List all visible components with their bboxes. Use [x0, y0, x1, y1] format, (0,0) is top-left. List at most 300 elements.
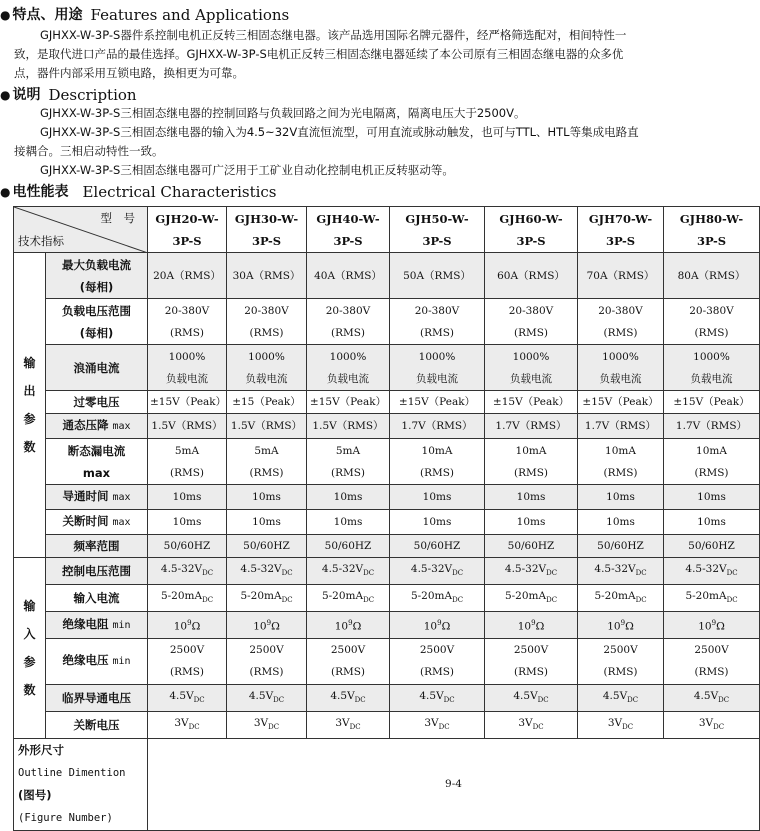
value-cell [148, 684, 227, 711]
value-cell [664, 612, 760, 639]
description-title-en: Description [48, 86, 137, 104]
value-cell-text: 10 [517, 620, 532, 633]
table-row [14, 711, 760, 738]
value-cell [148, 299, 227, 345]
value-cell-text: ±15V（Peak） [673, 396, 750, 408]
row-label: 控制电压范围 [62, 564, 131, 579]
value-cell-text: 70A（RMS） [586, 269, 655, 282]
value-cell-text: 5-20mA [410, 590, 453, 603]
value-cell [485, 299, 578, 345]
value-cell-text: ±15（Peak） [232, 396, 301, 408]
value-cell-text-line2: (RMS) [603, 666, 638, 679]
value-cell [485, 558, 578, 585]
value-cell [307, 510, 390, 535]
value-subscript: DC [726, 569, 738, 578]
value-cell-text: 5mA [335, 444, 361, 457]
value-cell-text: 1000% [168, 350, 206, 363]
value-cell-text: 4.5-32V [160, 563, 203, 575]
value-cell-text: 4.5-32V [410, 563, 453, 575]
value-cell [390, 612, 485, 639]
row-label-suffix: max [112, 517, 131, 528]
table-row [14, 414, 760, 439]
value-cell-text: 5-20mA [160, 590, 203, 603]
value-subscript: DC [363, 569, 375, 578]
value-cell-text: 4.5V [602, 689, 628, 702]
value-cell [227, 510, 307, 535]
features-line-3: 点，器件内部采用互锁电路，换相更为可靠。 [14, 66, 244, 80]
value-subscript: DC [438, 722, 450, 731]
model-header-cell [578, 207, 664, 253]
value-cell-text: 10 [173, 620, 188, 633]
value-cell-text: 3V [174, 716, 189, 729]
value-cell-text: 10 [423, 620, 438, 633]
value-subscript: DC [452, 596, 464, 605]
value-cell-text: 5-20mA [321, 590, 364, 603]
model-name-line2: 3P-S [696, 233, 727, 248]
value-cell [390, 684, 485, 711]
value-cell-text-line2: 负载电流 [510, 372, 552, 385]
model-name-line1: GJH60-W- [499, 211, 563, 226]
electrical-section [0, 183, 760, 201]
value-cell-text-line2: (RMS) [169, 466, 205, 479]
value-cell [390, 510, 485, 535]
value-cell-text: 4.5V [419, 689, 444, 702]
value-subscript: DC [532, 722, 544, 731]
value-cell-text: 2500V [249, 644, 284, 657]
model-name-line1: GJH30-W- [234, 211, 299, 226]
table-row [14, 485, 760, 510]
value-cell [390, 585, 485, 612]
value-cell-text: 1000% [248, 350, 285, 363]
value-cell [307, 299, 390, 345]
value-cell [307, 439, 390, 485]
description-heading [0, 86, 760, 104]
features-line-1: GJHXX-W-3P-S器件系控制电机正反转三相固态继电器。该产品选用国际名牌元器件，经严格筛选配对，相间特性一 [40, 28, 627, 42]
value-superscript: 9 [620, 619, 626, 628]
model-name-line2: 3P-S [516, 233, 546, 248]
value-cell-text: 2500V [603, 644, 638, 657]
value-cell-text: 1000% [602, 350, 639, 363]
bullet-icon: ● [0, 185, 11, 199]
value-subscript: DC [202, 569, 214, 578]
electrical-characteristics-table [13, 206, 760, 831]
value-cell-text: 4.5V [693, 689, 719, 702]
row-label: 频率范围 [73, 539, 120, 553]
figure-label-cn: (图号) [18, 788, 52, 803]
features-line-2: 致，是取代进口产品的最佳选择。GJHXX-W-3P-S电机正反转三相固态继电器延续了本公司原有三相固态继电器的众多优 [14, 47, 624, 61]
value-cell-text: 50/60HZ [243, 540, 290, 552]
row-label-cell [46, 558, 148, 585]
electrical-title-cn: 电性能表 [12, 184, 69, 200]
value-cell-text: 20-380V [325, 304, 371, 317]
value-cell [227, 638, 307, 684]
row-label: 最大负载电流 [62, 257, 131, 272]
value-cell-text: 4.5-32V [594, 563, 636, 575]
value-cell-text: 10mA [515, 444, 547, 457]
value-cell [390, 299, 485, 345]
value-cell-text: 10ms [697, 516, 726, 528]
value-cell-text: 3V [698, 716, 714, 729]
table-row [14, 299, 760, 345]
output-params-group-char: 输 [23, 356, 36, 370]
description-line-4: GJHXX-W-3P-S三相固态继电器可广泛用于工矿业自动化控制电机正反转驱动等。 [40, 163, 454, 177]
model-name-line1: GJH50-W- [405, 211, 469, 226]
value-cell [390, 558, 485, 585]
row-label: 输入电流 [73, 591, 120, 606]
row-label: 绝缘电阻 [62, 616, 109, 631]
value-cell [307, 535, 390, 558]
features-title-en: Features and Applications [90, 6, 290, 24]
value-cell [485, 711, 578, 738]
value-cell [664, 510, 760, 535]
value-cell-text: 4.5V [248, 689, 274, 702]
value-cell [664, 299, 760, 345]
value-cell [148, 439, 227, 485]
value-cell-text: 10ms [333, 491, 363, 503]
value-cell-text: 5-20mA [240, 590, 282, 603]
value-cell-text-line2: 负载电流 [166, 372, 208, 385]
row-label: 关断电压 [73, 717, 120, 732]
model-header-cell [664, 207, 760, 253]
value-cell [148, 345, 227, 391]
value-cell-text: 10ms [333, 516, 363, 528]
value-cell [148, 391, 227, 414]
value-subscript: DC [273, 695, 285, 704]
value-subscript: DC [622, 722, 634, 731]
value-cell [307, 612, 390, 639]
value-cell [485, 585, 578, 612]
value-cell-text-line2: 负载电流 [416, 372, 458, 385]
value-cell [485, 638, 578, 684]
value-cell-text: 4.5V [169, 689, 194, 702]
value-cell [485, 510, 578, 535]
value-cell [578, 414, 664, 439]
row-label-cell [46, 299, 148, 345]
value-subscript: DC [363, 596, 375, 605]
value-cell-text: 10ms [606, 516, 635, 528]
row-label-line2: (每相) [79, 325, 114, 340]
row-label-suffix: min [112, 656, 131, 668]
value-cell-text: 10 [253, 620, 267, 633]
value-cell-text: 4.5V [513, 689, 538, 702]
value-cell [664, 638, 760, 684]
value-cell-text: 1000% [693, 350, 730, 363]
value-cell [578, 684, 664, 711]
model-header-cell [148, 207, 227, 253]
value-cell [390, 638, 485, 684]
input-params-group-char: 参 [23, 654, 36, 669]
description-line-1: GJHXX-W-3P-S三相固态继电器的控制回路与负载回路之间为光电隔离，隔离电压大于2500V。 [40, 106, 526, 120]
value-cell [664, 585, 760, 612]
value-cell-text: 3V [424, 716, 439, 729]
value-cell-text: 3V [518, 716, 533, 729]
description-line-3: 接耦合。三相启动特性一致。 [14, 144, 164, 158]
value-cell [578, 558, 664, 585]
value-cell [227, 345, 307, 391]
value-cell-unit: Ω [271, 620, 280, 633]
row-label-cell [46, 711, 148, 738]
value-cell [578, 485, 664, 510]
bullet-icon: ● [0, 88, 11, 102]
value-cell-text: 4.5V [330, 689, 355, 702]
features-title-cn: 特点、用途 [12, 7, 83, 23]
row-label-cell [46, 684, 148, 711]
value-subscript: DC [546, 596, 558, 605]
table-row [14, 612, 760, 639]
row-label: 浪涌电流 [73, 360, 120, 375]
value-cell-text: 3V [253, 716, 269, 729]
table-row [14, 253, 760, 299]
input-params-group [14, 558, 46, 739]
row-label-cell [46, 439, 148, 485]
value-cell-text: 60A（RMS） [497, 269, 565, 282]
value-cell [578, 391, 664, 414]
value-cell [307, 585, 390, 612]
value-cell-text: 1.5V（RMS） [151, 420, 223, 432]
value-cell-text-line2: (RMS) [513, 326, 549, 339]
value-cell [227, 585, 307, 612]
outline-value-cell [148, 738, 760, 830]
electrical-heading [0, 183, 760, 201]
model-name-line1: GJH40-W- [316, 211, 380, 226]
output-params-group-char: 出 [23, 384, 36, 398]
value-cell-text-line2: (RMS) [169, 666, 205, 679]
value-cell-text: 1.7V（RMS） [584, 420, 657, 432]
table-row [14, 439, 760, 485]
value-superscript: 9 [531, 619, 536, 628]
value-cell [485, 535, 578, 558]
row-label: 关断时间 [62, 514, 109, 528]
value-cell-text: 20-380V [244, 304, 289, 317]
table-row [14, 684, 760, 711]
row-label-cell [46, 510, 148, 535]
features-heading [0, 6, 760, 24]
row-label-suffix: min [112, 619, 131, 631]
value-cell-text-line2: 负载电流 [245, 372, 288, 385]
value-cell-text: 5-20mA [685, 590, 727, 603]
value-cell [227, 711, 307, 738]
value-cell [148, 585, 227, 612]
value-cell [664, 345, 760, 391]
value-cell-text-line2: 负载电流 [690, 372, 733, 385]
value-cell [485, 345, 578, 391]
value-subscript: DC [443, 695, 455, 704]
bullet-icon: ● [0, 8, 11, 22]
value-cell-text: ±15V（Peak） [150, 396, 227, 408]
value-cell [307, 345, 390, 391]
value-cell [485, 612, 578, 639]
value-superscript: 9 [348, 619, 353, 628]
value-subscript: DC [537, 695, 549, 704]
table-header-row [14, 207, 760, 253]
value-cell-text: 5-20mA [594, 590, 636, 603]
model-name-line2: 3P-S [251, 233, 282, 248]
value-cell-text: 1000% [418, 350, 456, 363]
model-name-line1: GJH20-W- [155, 211, 219, 226]
value-subscript: DC [546, 569, 558, 578]
row-label-cell [46, 638, 148, 684]
outline-label-cn: 外形尺寸 [18, 743, 64, 758]
value-cell [664, 711, 760, 738]
value-cell [390, 414, 485, 439]
value-cell [227, 253, 307, 299]
value-cell-text: 20-380V [164, 304, 210, 317]
value-cell-text: 5mA [174, 444, 200, 457]
value-cell [578, 299, 664, 345]
value-cell-text: 20-380V [414, 304, 460, 317]
value-cell [664, 558, 760, 585]
value-cell [148, 535, 227, 558]
value-cell-text: 50A（RMS） [403, 269, 471, 282]
input-params-group-char: 入 [23, 626, 36, 641]
value-cell-text: 50/60HZ [688, 540, 735, 552]
input-params-group-char: 数 [23, 682, 36, 697]
value-cell [390, 485, 485, 510]
value-cell-text: 20A（RMS） [153, 269, 221, 282]
row-label: 导通时间 [62, 489, 109, 503]
value-cell-text: 10ms [422, 516, 452, 528]
value-cell [227, 535, 307, 558]
value-cell-text: 30A（RMS） [232, 269, 301, 282]
value-cell-text: 50/60HZ [597, 540, 644, 552]
value-cell-text: 1.5V（RMS） [312, 420, 384, 432]
value-subscript: DC [452, 569, 464, 578]
value-cell [148, 253, 227, 299]
model-header-cell [307, 207, 390, 253]
value-cell [307, 558, 390, 585]
input-params-group-char: 输 [23, 598, 36, 613]
description-title-cn: 说明 [12, 87, 41, 103]
value-cell-text-line2: (RMS) [249, 466, 284, 479]
corner-label-model: 型 号 [100, 211, 135, 225]
value-subscript: DC [635, 569, 647, 578]
value-cell [578, 612, 664, 639]
value-cell-text-line2: (RMS) [694, 666, 729, 679]
value-subscript: DC [281, 596, 293, 605]
value-cell-text: 10ms [172, 516, 202, 528]
value-cell-text: 3V [335, 716, 350, 729]
value-cell-text: 1000% [329, 350, 367, 363]
row-label-cell [46, 253, 148, 299]
row-label-cell [46, 585, 148, 612]
value-cell-text: ±15V（Peak） [398, 396, 476, 408]
value-cell [485, 439, 578, 485]
value-cell [227, 391, 307, 414]
value-cell [390, 711, 485, 738]
value-cell-text: 3V [607, 716, 623, 729]
value-subscript: DC [268, 722, 280, 731]
outline-label-cell [14, 738, 148, 830]
value-cell [578, 253, 664, 299]
row-label-cell [46, 485, 148, 510]
row-label: 通态压降 [62, 418, 109, 432]
value-cell-text-line2: 负载电流 [327, 372, 369, 385]
value-cell-text: 10ms [697, 491, 726, 503]
value-cell-text: 10ms [172, 491, 202, 503]
value-cell-text-line2: (RMS) [513, 666, 549, 679]
value-subscript: DC [349, 722, 361, 731]
model-name-line2: 3P-S [333, 233, 363, 248]
value-cell [664, 684, 760, 711]
value-cell-text: ±15V（Peak） [492, 396, 570, 408]
value-cell [148, 558, 227, 585]
value-cell-text: 40A（RMS） [314, 269, 382, 282]
model-header-cell [227, 207, 307, 253]
row-label: 绝缘电压 [62, 653, 109, 668]
value-cell-text: 10ms [252, 491, 281, 503]
value-cell [148, 612, 227, 639]
value-subscript: DC [718, 695, 730, 704]
value-cell [485, 253, 578, 299]
value-cell-text: 1000% [512, 350, 550, 363]
output-params-group-char: 参 [23, 412, 36, 426]
value-cell-text-line2: (RMS) [419, 466, 455, 479]
row-label-cell [46, 414, 148, 439]
value-cell [227, 612, 307, 639]
value-cell [578, 510, 664, 535]
value-cell [307, 391, 390, 414]
value-cell-text: 2500V [330, 644, 366, 657]
figure-label-en: (Figure Number) [18, 812, 113, 825]
row-label-line2: max [82, 465, 111, 480]
value-cell [390, 391, 485, 414]
value-subscript: DC [281, 569, 293, 578]
table-row [14, 510, 760, 535]
value-superscript: 9 [266, 619, 272, 628]
value-cell [664, 535, 760, 558]
value-cell-text: 20-380V [689, 304, 734, 317]
value-subscript: DC [627, 695, 639, 704]
output-params-group [14, 253, 46, 558]
value-subscript: DC [202, 596, 214, 605]
outline-figure-number: 9-4 [445, 778, 462, 791]
corner-label-spec: 技术指标 [18, 234, 64, 248]
value-cell-text-line2: (RMS) [419, 326, 455, 339]
value-cell-text-line2: (RMS) [603, 326, 638, 339]
value-cell-text: 4.5-32V [321, 563, 364, 575]
model-header-cell [485, 207, 578, 253]
table-row [14, 558, 760, 585]
value-cell-text: 1.5V（RMS） [230, 420, 303, 432]
row-label: 临界导通电压 [62, 690, 131, 705]
row-label: 断态漏电流 [67, 443, 126, 458]
value-cell [664, 391, 760, 414]
value-subscript: DC [193, 695, 205, 704]
value-cell-text-line2: (RMS) [513, 466, 549, 479]
value-cell-text: 10mA [421, 444, 453, 457]
value-cell-text: 10mA [605, 444, 636, 457]
value-cell [227, 299, 307, 345]
value-subscript: DC [188, 722, 200, 731]
value-cell [578, 711, 664, 738]
value-cell [148, 414, 227, 439]
value-cell-text: ±15V（Peak） [309, 396, 387, 408]
model-name-line1: GJH80-W- [679, 211, 744, 226]
value-cell [390, 345, 485, 391]
table-row [14, 535, 760, 558]
value-cell-text: 50/60HZ [163, 540, 211, 552]
row-label: 负载电压范围 [62, 303, 131, 318]
table-row [14, 585, 760, 612]
value-cell-text-line2: (RMS) [330, 466, 366, 479]
value-cell [578, 439, 664, 485]
value-cell [578, 345, 664, 391]
value-cell-text: 10 [334, 620, 349, 633]
value-cell-text: 10ms [516, 516, 546, 528]
electrical-title-en: Electrical Characteristics [82, 183, 277, 201]
value-cell-text: 5mA [254, 444, 279, 457]
value-cell-text-line2: (RMS) [694, 326, 729, 339]
